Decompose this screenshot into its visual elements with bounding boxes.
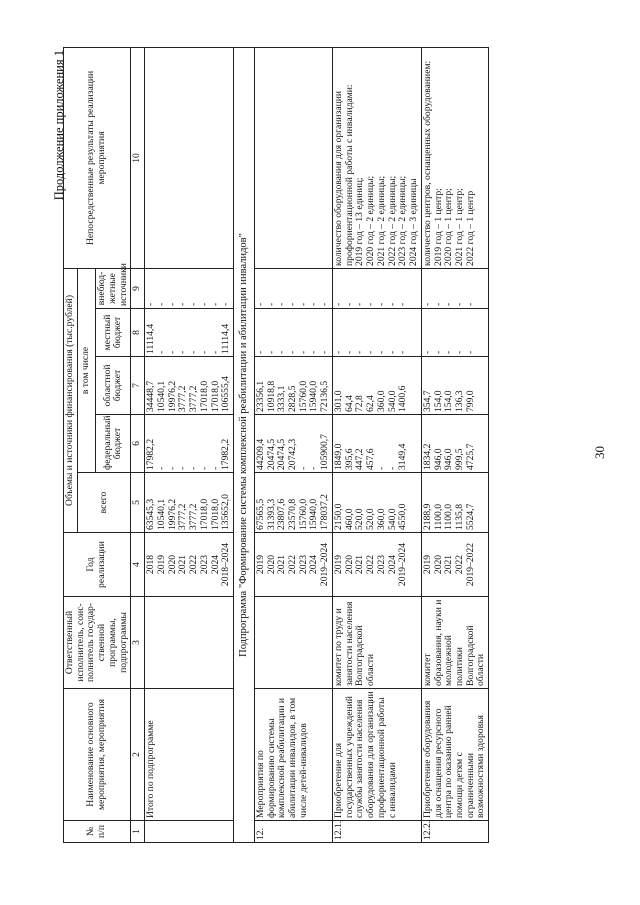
cell-line: - bbox=[443, 302, 455, 306]
cell-line: - bbox=[354, 350, 366, 354]
row-years bbox=[332, 533, 421, 597]
cell-line: - bbox=[397, 302, 409, 306]
row-total bbox=[421, 473, 488, 533]
cell-line: 2024 bbox=[386, 554, 398, 575]
row-federal bbox=[145, 415, 234, 473]
row-responsible: комитет образования, науки и молодежной политики Волгоградской области bbox=[421, 597, 488, 689]
cell-line: - bbox=[286, 302, 298, 306]
cell-line: - bbox=[155, 302, 167, 306]
subprogram-row bbox=[234, 47, 255, 842]
cell-line: - bbox=[145, 302, 157, 306]
cell-line: 2020 bbox=[432, 554, 444, 575]
cell-line: 2020 bbox=[166, 554, 178, 575]
row-years bbox=[254, 533, 332, 597]
cell-line: 5524,7 bbox=[464, 503, 476, 530]
cell-line: 2024 bbox=[209, 554, 221, 575]
cell-line: 2019–2024 bbox=[319, 542, 331, 587]
cell-line: - bbox=[386, 466, 398, 470]
cell-line: - bbox=[209, 466, 221, 470]
row-years bbox=[421, 533, 488, 597]
cell-line: - bbox=[254, 350, 266, 354]
cell-line: 395,6 bbox=[343, 448, 355, 470]
cell-line: 10540,1 bbox=[155, 380, 167, 412]
cell-line: 1400,6 bbox=[397, 385, 409, 412]
cell-line: 135652,0 bbox=[220, 494, 232, 530]
cell-line: - bbox=[308, 466, 320, 470]
cell-line: 2019 bbox=[421, 554, 433, 575]
cell-line: - bbox=[265, 302, 277, 306]
cell-line: 178037,2 bbox=[319, 494, 331, 530]
cell-line: - bbox=[297, 350, 309, 354]
row-regional bbox=[145, 357, 234, 415]
cell-line: 2021 bbox=[354, 554, 366, 575]
cell-line: - bbox=[254, 302, 266, 306]
row-no: 12.2. bbox=[421, 821, 488, 843]
header-results: Непосредственные результаты реализации мероприятия bbox=[64, 47, 131, 268]
cell-line: 2020 bbox=[343, 554, 355, 575]
cell-line: - bbox=[464, 302, 476, 306]
cell-line: 106555,4 bbox=[220, 376, 232, 412]
header-federal: федеральный бюджет bbox=[96, 415, 131, 473]
cell-line: 15940,0 bbox=[308, 380, 320, 412]
cell-line: 4725,7 bbox=[464, 443, 476, 470]
cell-line: 2020 bbox=[265, 554, 277, 575]
cell-line: 3777,2 bbox=[188, 385, 200, 412]
cell-line: 301,0 bbox=[332, 390, 344, 412]
cell-line: 2023 bbox=[297, 554, 309, 575]
subprogram-title: Подпрограмма "Формирование системы комплексной реабилитации и абилитации инвалидов" bbox=[234, 47, 255, 842]
cell-line: - bbox=[354, 302, 366, 306]
cell-line: 15940,0 bbox=[308, 498, 320, 530]
cell-line: 2024 bbox=[308, 554, 320, 575]
cell-line: 2023 год – 2 единицы; bbox=[397, 175, 409, 266]
cell-line: 2023 bbox=[375, 554, 387, 575]
cell-line: - bbox=[265, 350, 277, 354]
cell-line: - bbox=[177, 466, 189, 470]
cell-line: 64,4 bbox=[343, 395, 355, 412]
cell-line: 2023 bbox=[198, 554, 210, 575]
cell-line: 154,0 bbox=[432, 390, 444, 412]
cell-line: - bbox=[297, 466, 309, 470]
cell-line: - bbox=[177, 350, 189, 354]
row-regional bbox=[332, 357, 421, 415]
cell-line: 2019 bbox=[254, 554, 266, 575]
cell-line: 360,0 bbox=[375, 390, 387, 412]
row-extra bbox=[421, 268, 488, 308]
row-no bbox=[145, 821, 234, 843]
cell-line: - bbox=[155, 350, 167, 354]
program-table bbox=[63, 47, 489, 843]
cell-line: 1849,0 bbox=[332, 443, 344, 470]
cell-line: 10540,1 bbox=[155, 498, 167, 530]
cell-line: 19976,2 bbox=[166, 498, 178, 530]
cell-line: - bbox=[375, 466, 387, 470]
cell-line: - bbox=[453, 302, 465, 306]
row-total bbox=[332, 473, 421, 533]
cell-line: - bbox=[209, 302, 221, 306]
cell-line: 2828,5 bbox=[286, 385, 298, 412]
cell-line: 2021 bbox=[177, 554, 189, 575]
cell-line: 799,0 bbox=[464, 390, 476, 412]
colnum: 7 bbox=[131, 357, 145, 415]
row-name: Мероприятия по формированию системы комплексной реабилитации и абилитации инвалидов, в том числе детей-инвалидов bbox=[254, 689, 332, 821]
cell-line: - bbox=[276, 350, 288, 354]
row-federal bbox=[254, 415, 332, 473]
cell-line: 354,7 bbox=[421, 390, 433, 412]
cell-line: - bbox=[155, 466, 167, 470]
page-number: 30 bbox=[592, 446, 607, 459]
row-result bbox=[254, 47, 332, 268]
header-name: Наименование основного мероприятия, мероприятия bbox=[64, 689, 131, 821]
row-name: Итого по подпрограмме bbox=[145, 689, 234, 821]
cell-line: 19976,2 bbox=[166, 380, 178, 412]
cell-line: 460,0 bbox=[343, 508, 355, 530]
cell-line: 1100,0 bbox=[432, 503, 444, 530]
cell-line: - bbox=[308, 350, 320, 354]
row-federal bbox=[421, 415, 488, 473]
cell-line: - bbox=[386, 302, 398, 306]
cell-line: - bbox=[188, 466, 200, 470]
cell-line: - bbox=[397, 350, 409, 354]
cell-line: - bbox=[286, 350, 298, 354]
row-local bbox=[421, 309, 488, 357]
cell-line: - bbox=[188, 302, 200, 306]
row-responsible bbox=[254, 597, 332, 689]
row-result bbox=[145, 47, 234, 268]
cell-line: - bbox=[198, 350, 210, 354]
cell-line: 17018,0 bbox=[209, 498, 221, 530]
cell-line: - bbox=[166, 466, 178, 470]
row-local bbox=[332, 309, 421, 357]
cell-line: 23570,8 bbox=[286, 498, 298, 530]
cell-line: 67565,5 bbox=[254, 498, 266, 530]
row-total bbox=[145, 473, 234, 533]
row-extra bbox=[332, 268, 421, 308]
cell-line: 3777,2 bbox=[188, 503, 200, 530]
row-regional bbox=[421, 357, 488, 415]
cell-line: 11114,4 bbox=[220, 323, 232, 354]
cell-line: - bbox=[365, 302, 377, 306]
cell-line: 17018,0 bbox=[198, 498, 210, 530]
cell-line: 2022 bbox=[286, 554, 298, 575]
cell-line: 2021 год – 2 единицы; bbox=[375, 175, 387, 266]
cell-line: 63545,3 bbox=[145, 498, 157, 530]
cell-line: 10918,8 bbox=[265, 380, 277, 412]
cell-line: - bbox=[209, 350, 221, 354]
cell-line: - bbox=[198, 466, 210, 470]
cell-line: - bbox=[375, 350, 387, 354]
cell-line: 23807,6 bbox=[276, 498, 288, 530]
cell-line: 20474,5 bbox=[265, 438, 277, 470]
row-result bbox=[332, 47, 421, 268]
colnum: 6 bbox=[131, 415, 145, 473]
cell-line: 2018–2024 bbox=[220, 542, 232, 587]
cell-line: - bbox=[332, 350, 344, 354]
cell-line: - bbox=[464, 350, 476, 354]
header-funding: Объемы и источники финансирования (тыс.рублей) bbox=[64, 268, 78, 532]
cell-line: количество центров, оснащенных оборудованием: bbox=[421, 60, 433, 266]
cell-line: 1100,0 bbox=[443, 503, 455, 530]
cell-line: 17018,0 bbox=[198, 380, 210, 412]
cell-line: 2019 год – 13 единиц; bbox=[354, 177, 366, 266]
cell-line: 34448,7 bbox=[145, 380, 157, 412]
cell-line: 20474,5 bbox=[276, 438, 288, 470]
cell-line: - bbox=[308, 302, 320, 306]
cell-line: 447,2 bbox=[354, 448, 366, 470]
header-incl: в том числе bbox=[77, 268, 95, 472]
cell-line: 44209,4 bbox=[254, 438, 266, 470]
cell-line: - bbox=[188, 350, 200, 354]
cell-line: - bbox=[166, 302, 178, 306]
cell-line: - bbox=[177, 302, 189, 306]
cell-line: - bbox=[365, 350, 377, 354]
colnum: 10 bbox=[131, 47, 145, 268]
row-years bbox=[145, 533, 234, 597]
cell-line: 2021 bbox=[276, 554, 288, 575]
cell-line: 3777,2 bbox=[177, 385, 189, 412]
cell-line: 2019–2022 bbox=[464, 542, 476, 587]
cell-line: 17982,2 bbox=[145, 438, 157, 470]
cell-line: 2020 год – 2 единицы; bbox=[365, 175, 377, 266]
cell-line: 4550,0 bbox=[397, 503, 409, 530]
row-regional bbox=[254, 357, 332, 415]
cell-line: 17018,0 bbox=[209, 380, 221, 412]
cell-line: 2022 bbox=[188, 554, 200, 575]
header-total: всего bbox=[77, 473, 131, 533]
cell-line: 72136,5 bbox=[319, 380, 331, 412]
row-total bbox=[254, 473, 332, 533]
cell-line: 23356,1 bbox=[254, 380, 266, 412]
colnum: 3 bbox=[131, 597, 145, 689]
cell-line: 2021 bbox=[443, 554, 455, 575]
header-responsible: Ответственный исполнитель, соис-полнитель государ-ственной программы, подпрограммы bbox=[64, 597, 131, 689]
cell-line: 15760,0 bbox=[297, 498, 309, 530]
cell-line: 520,0 bbox=[365, 508, 377, 530]
cell-line: - bbox=[432, 350, 444, 354]
row-name: Приобретение оборудования для оснащения ресурсного центра по оказанию ранней помощи детям с ограниченными возможностями здоровья bbox=[421, 689, 488, 821]
cell-line: 540,0 bbox=[386, 508, 398, 530]
colnum: 1 bbox=[131, 821, 145, 843]
row-federal bbox=[332, 415, 421, 473]
cell-line: - bbox=[421, 350, 433, 354]
cell-line: 1135,8 bbox=[453, 503, 465, 530]
row-responsible: комитет по труду и занятости населения Волгоградской области bbox=[332, 597, 421, 689]
cell-line: 1834,2 bbox=[421, 443, 433, 470]
cell-line: 20742,3 bbox=[286, 438, 298, 470]
cell-line: - bbox=[166, 350, 178, 354]
row-no: 12.1. bbox=[332, 821, 421, 843]
header-year: Год реализации bbox=[64, 533, 131, 597]
cell-line: - bbox=[432, 302, 444, 306]
cell-line: - bbox=[421, 302, 433, 306]
table-row bbox=[254, 47, 332, 842]
cell-line: 2022 bbox=[453, 554, 465, 575]
cell-line: 946,0 bbox=[432, 448, 444, 470]
cell-line: 105900,7 bbox=[319, 434, 331, 470]
cell-line: 72,8 bbox=[354, 395, 366, 412]
colnum: 4 bbox=[131, 533, 145, 597]
cell-line: 154,0 bbox=[443, 390, 455, 412]
cell-line: - bbox=[375, 302, 387, 306]
cell-line: - bbox=[332, 302, 344, 306]
cell-line: 520,0 bbox=[354, 508, 366, 530]
cell-line: 2022 год – 1 центр bbox=[464, 190, 476, 266]
row-responsible bbox=[145, 597, 234, 689]
cell-line: - bbox=[453, 350, 465, 354]
cell-line: 457,6 bbox=[365, 448, 377, 470]
cell-line: 2018 bbox=[145, 554, 157, 575]
cell-line: 999,5 bbox=[453, 448, 465, 470]
cell-line: 15760,0 bbox=[297, 380, 309, 412]
cell-line: 3333,1 bbox=[276, 385, 288, 412]
colnum: 5 bbox=[131, 473, 145, 533]
cell-line: 2150,0 bbox=[332, 503, 344, 530]
row-local bbox=[145, 309, 234, 357]
cell-line: 31393,3 bbox=[265, 498, 277, 530]
column-numbers-row bbox=[131, 47, 145, 842]
row-no: 12. bbox=[254, 821, 332, 843]
cell-line: - bbox=[297, 302, 309, 306]
table-row bbox=[145, 47, 234, 842]
cell-line: 2019 bbox=[155, 554, 167, 575]
row-local bbox=[254, 309, 332, 357]
cell-line: - bbox=[343, 302, 355, 306]
cell-line: 2022 bbox=[365, 554, 377, 575]
header-regional: областной бюджет bbox=[96, 357, 131, 415]
cell-line: - bbox=[443, 350, 455, 354]
cell-line: 2019 bbox=[332, 554, 344, 575]
cell-line: 2021 год – 1 центр; bbox=[453, 188, 465, 266]
row-name: Приобретение для государственных учреждений службы занятости населения оборудования для организации профориентационной работы с инвалидами bbox=[332, 689, 421, 821]
row-extra bbox=[145, 268, 234, 308]
cell-line: 3777,2 bbox=[177, 503, 189, 530]
table-row bbox=[332, 47, 421, 842]
cell-line: - bbox=[319, 350, 331, 354]
cell-line: 2019–2024 bbox=[397, 542, 409, 587]
cell-line: - bbox=[343, 350, 355, 354]
cell-line: 946,0 bbox=[443, 448, 455, 470]
cell-line: 17982,2 bbox=[220, 438, 232, 470]
cell-line: 540,0 bbox=[386, 390, 398, 412]
colnum: 8 bbox=[131, 309, 145, 357]
header-extra: внебюд-жетные источники bbox=[96, 268, 131, 308]
cell-line: 360,0 bbox=[375, 508, 387, 530]
cell-line: - bbox=[198, 302, 210, 306]
header-no: № п/п bbox=[64, 821, 131, 843]
cell-line: 2188,9 bbox=[421, 503, 433, 530]
row-extra bbox=[254, 268, 332, 308]
table-row bbox=[421, 47, 488, 842]
cell-line: 2019 год – 1 центр; bbox=[432, 188, 444, 266]
cell-line: - bbox=[386, 350, 398, 354]
cell-line: 3149,4 bbox=[397, 443, 409, 470]
cell-line: 62,4 bbox=[365, 395, 377, 412]
colnum: 2 bbox=[131, 689, 145, 821]
colnum: 9 bbox=[131, 268, 145, 308]
continuation-label: Продолжение приложения 1 bbox=[52, 50, 66, 201]
cell-line: - bbox=[319, 302, 331, 306]
row-result bbox=[421, 47, 488, 268]
cell-line: 11114,4 bbox=[145, 323, 157, 354]
cell-line: 136,3 bbox=[453, 390, 465, 412]
cell-line: - bbox=[276, 302, 288, 306]
cell-line: - bbox=[220, 302, 232, 306]
cell-line: 2022 год – 2 единицы; bbox=[386, 175, 398, 266]
cell-line: 2024 год – 3 единицы bbox=[408, 178, 420, 266]
header-local: местный бюджет bbox=[96, 309, 131, 357]
cell-line: количество оборудования для организации профориентационной работы с инвалидами: bbox=[332, 84, 355, 266]
cell-line: 2020 год – 1 центр; bbox=[443, 188, 455, 266]
